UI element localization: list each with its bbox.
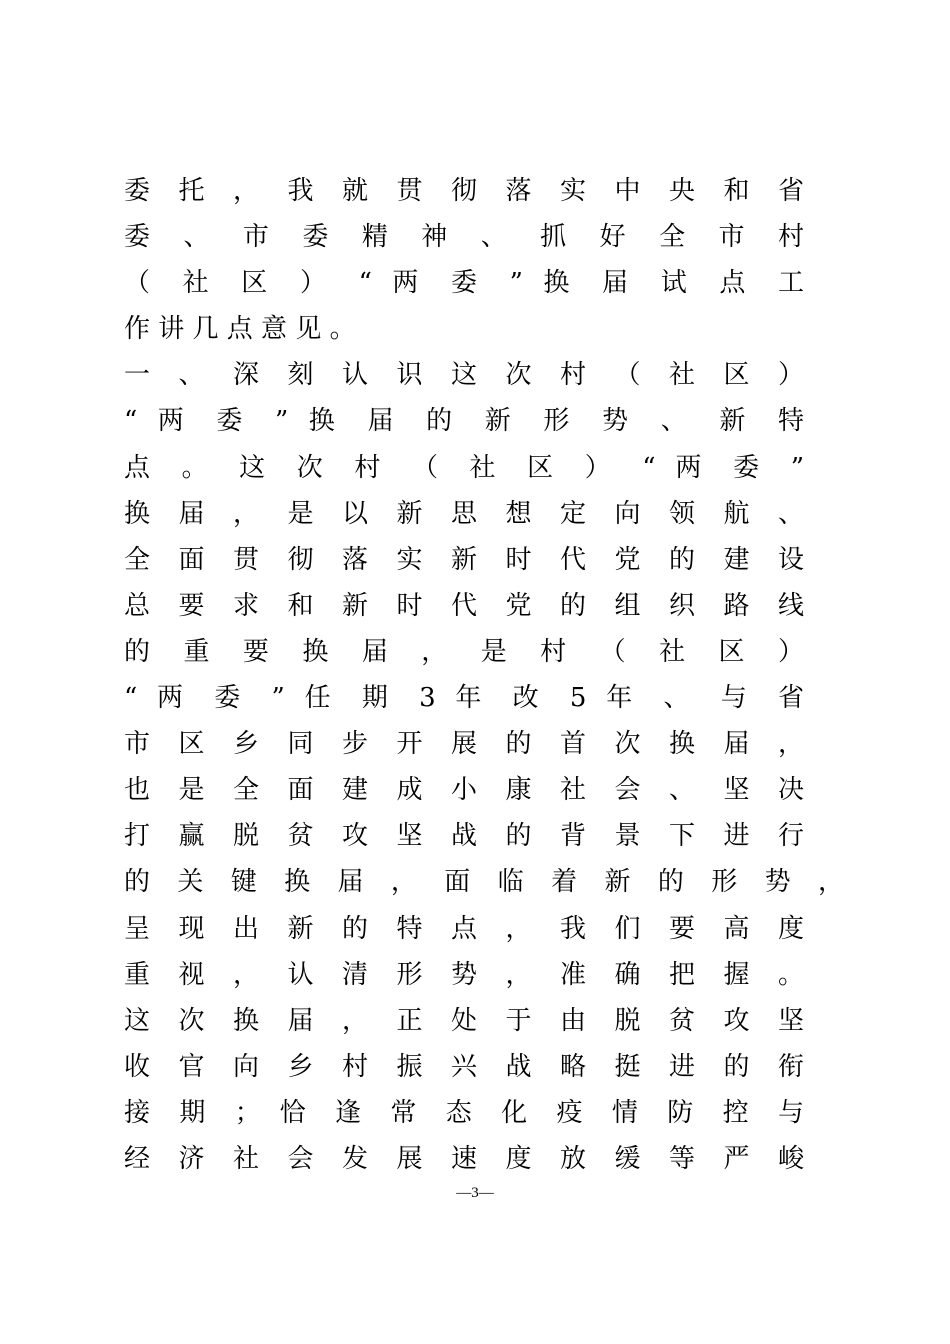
text-line: 点 。 这 次 村 （ 社 区 ） “ 两 委 ”: [124, 452, 804, 483]
text-line: “ 两 委 ” 换 届 的 新 形 势 、 新 特: [124, 406, 804, 437]
text-line: 换 届 ， 是 以 新 思 想 定 向 领 航 、: [124, 498, 804, 529]
text-line: 作 讲 几 点 意 见 。: [124, 314, 356, 345]
text-line: “ 两 委 ” 任 期 3 年 改 5 年 、 与 省: [124, 683, 804, 714]
text-line: 打 赢 脱 贫 攻 坚 战 的 背 景 下 进 行: [124, 821, 804, 852]
text-line: 总 要 求 和 新 时 代 党 的 组 织 路 线: [124, 590, 804, 621]
text-line: 也 是 全 面 建 成 小 康 社 会 、 坚 决: [124, 775, 804, 806]
text-line: 经 济 社 会 发 展 速 度 放 缓 等 严 峻: [124, 1143, 804, 1174]
text-line: 这 次 换 届 ， 正 处 于 由 脱 贫 攻 坚: [124, 1005, 804, 1036]
page-number: —3—: [456, 1185, 494, 1201]
text-line: 市 区 乡 同 步 开 展 的 首 次 换 届 ，: [124, 729, 804, 760]
text-line: （ 社 区 ） “ 两 委 ” 换 届 试 点 工: [124, 268, 804, 299]
text-line: 收 官 向 乡 村 振 兴 战 略 挺 进 的 衔: [124, 1051, 804, 1082]
text-line: 的 重 要 换 届 ， 是 村 （ 社 区 ）: [124, 636, 804, 667]
text-line: 呈 现 出 新 的 特 点 ， 我 们 要 高 度: [124, 913, 804, 944]
text-line: 重 视 ， 认 清 形 势 ， 准 确 把 握 。: [124, 959, 804, 990]
text-line: 一 、 深 刻 认 识 这 次 村 （ 社 区 ）: [124, 360, 804, 391]
text-line: 全 面 贯 彻 落 实 新 时 代 党 的 建 设: [124, 544, 804, 575]
text-line: 接 期 ； 恰 逢 常 态 化 疫 情 防 控 与: [124, 1097, 804, 1128]
body-text: [124, 168, 844, 1182]
text-line: 的 关 键 换 届 ， 面 临 着 新 的 形 势 ，: [124, 867, 844, 898]
text-line: 委 托 ， 我 就 贯 彻 落 实 中 央 和 省: [124, 176, 804, 206]
text-line: 委 、 市 委 精 神 、 抓 好 全 市 村: [124, 222, 804, 253]
